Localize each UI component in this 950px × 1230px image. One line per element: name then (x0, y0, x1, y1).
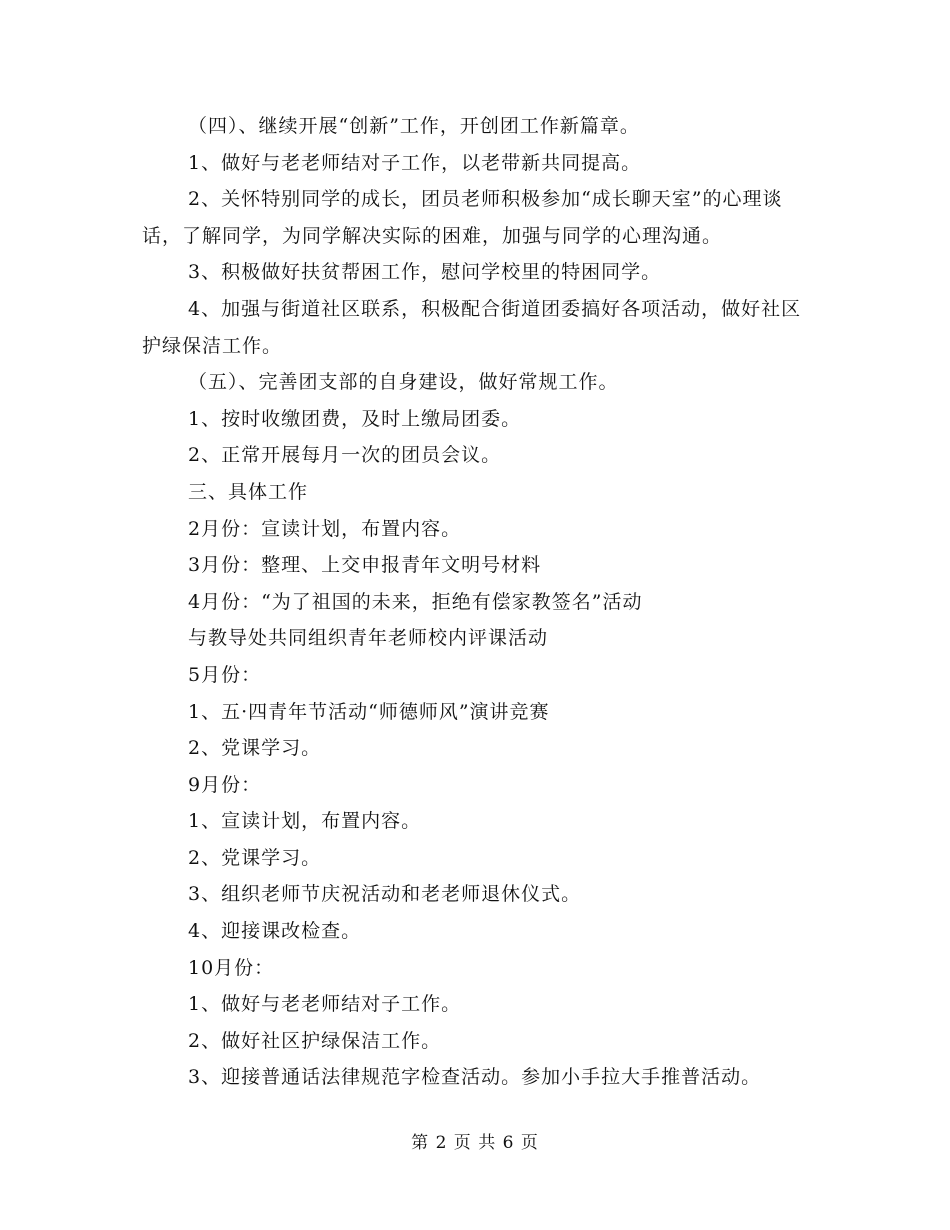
list-item: 2、做好社区护绿保洁工作。 (188, 1029, 442, 1052)
page-number-footer: 第 2 页 共 6 页 (411, 1133, 539, 1153)
list-item: 2、正常开展每月一次的团员会议。 (188, 444, 502, 467)
list-item: 4、迎接课改检查。 (188, 920, 362, 943)
month-heading: 9月份： (188, 773, 262, 796)
list-item: 1、做好与老老师结对子工作，以老带新共同提高。 (188, 151, 642, 174)
month-entry: 3月份：整理、上交申报青年文明号材料 (188, 554, 542, 577)
list-item: 1、宣读计划，布置内容。 (188, 810, 422, 833)
document-body (142, 108, 810, 1096)
list-item: 4、加强与街道社区联系，积极配合街道团委搞好各项活动，做好社区护绿保洁工作。 (142, 297, 802, 357)
month-heading: 10月份： (188, 956, 275, 979)
list-item: 2、党课学习。 (188, 737, 322, 760)
list-item: 与教导处共同组织青年老师校内评课活动 (188, 627, 549, 650)
section-heading-4: （四）、继续开展“创新”工作，开创团工作新篇章。 (188, 115, 640, 137)
list-item: 2、关怀特别同学的成长，团员老师积极参加“成长聊天室”的心理谈话，了解同学，为同学解决实际的困难，加强与同学的心理沟通。 (142, 188, 783, 247)
list-item: 1、五·四青年节活动“师德师风”演讲竞赛 (188, 700, 550, 723)
list-item: 2、党课学习。 (188, 846, 322, 869)
list-item: 1、按时收缴团费，及时上缴局团委。 (188, 407, 522, 430)
section-heading-5: （五）、完善团支部的自身建设，做好常规工作。 (188, 371, 619, 394)
list-item: 3、迎接普通话法律规范字检查活动。参加小手拉大手推普活动。 (188, 1066, 762, 1089)
month-heading: 5月份： (188, 663, 262, 686)
list-item: 1、做好与老老师结对子工作。 (188, 993, 462, 1016)
list-item: 3、积极做好扶贫帮困工作，慰问学校里的特困同学。 (188, 261, 662, 284)
section-heading-specific-work: 三、具体工作 (188, 480, 309, 503)
month-entry: 2月份：宣读计划，布置内容。 (188, 517, 462, 540)
month-entry: 4月份：“为了祖国的未来，拒绝有偿家教签名”活动 (188, 590, 643, 613)
list-item: 3、组织老师节庆祝活动和老老师退休仪式。 (188, 883, 582, 906)
